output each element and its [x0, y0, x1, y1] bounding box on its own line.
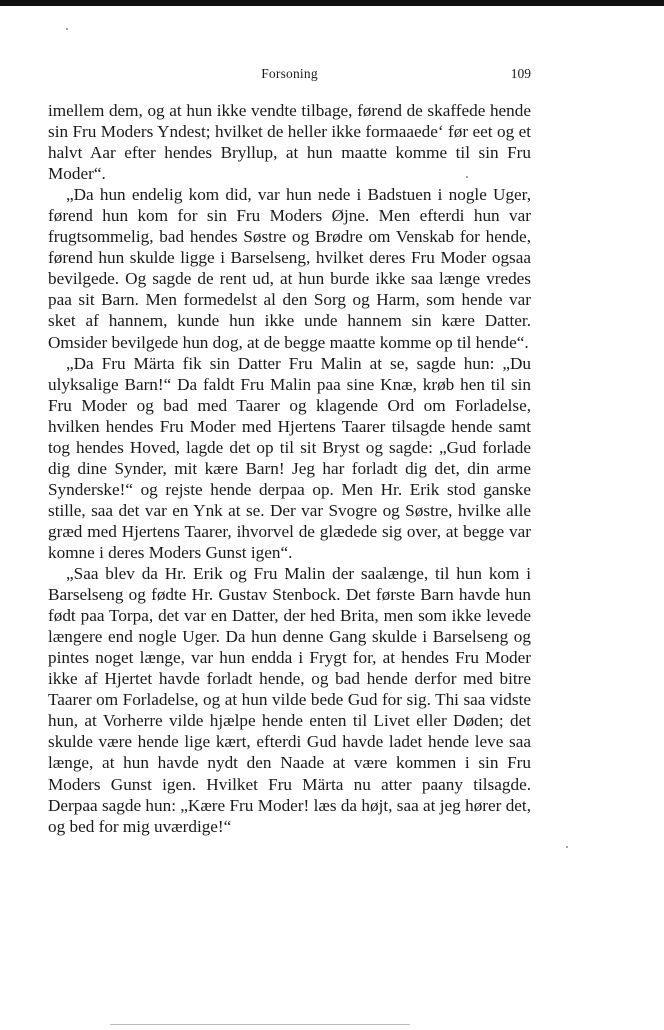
paragraph: „Saa blev da Hr. Erik og Fru Malin der saalænge, til hun kom i Barselseng og fødte Hr. Gustav Stenbock. Det første Barn havde hun født paa Torpa, det var en Datter, der hed Brita, men som ikke levede længere end nogle Uger. Da hun denne Gang skulde i Barselseng og pintes noget længe, var hun endda i Frygt for, at hendes Fru Moder ikke af Hjertet havde forladt hende, og bad hende derfor med bitre Taarer om Forladelse, og at hun vilde bede Gud for sig. Thi saa vidste hun, at Vorherre vilde hjælpe hende enten til Livet eller Døden; det skulde være hende lige kært, efterdi Gud havde ladet hende leve saa længe, at hun havde nydt den Naade at være kommen i sin Fru Moders Gunst igen. Hvilket Fru Märta nu atter paany tilsagde. Derpaa sagde hun: „Kære Fru Moder! læs da højt, saa at jeg hører det, og bed for mig uværdige!“ [48, 564, 531, 836]
page-header [48, 66, 531, 84]
paragraph: „Da Fru Märta fik sin Datter Fru Malin at se, sagde hun: „Du ulyksalige Barn!“ Da faldt Fru Malin paa sine Knæ, krøb hen til sin Fru Moder og bad med Taarer og klagende Ord om Forladelse, hvilken hendes Fru Moder med Hjertens Taarer tilsagde hende samt tog hendes Hoved, lagde det op til sit Bryst og sagde: „Gud forlade dig dine Synder, mit kære Barn! Jeg har forladt dig det, din arme Synderske!“ og rejste hende derpaa op. Men Hr. Erik stod ganske stille, saa det var en Ynk at se. Der var Svogre og Søstre, hvilke alle græd med Hjertens Taarer, ihvorvel de glædede sig over, at begge var komne i deres Moders Gunst igen“. [48, 353, 531, 562]
scan-bottom-edge [110, 1024, 410, 1025]
paragraph: „Da hun endelig kom did, var hun nede i Badstuen i nogle Uger, førend hun kom for sin Fru Moders Øjne. Men efterdi hun var frugtsommelig, bad hendes Søstre og Brødre om Venskab for hende, førend hun skulde ligge i Barselseng, hvilket deres Fru Moder ogsaa bevilgede. Og sagde de rent ud, at hun burde ikke saa længe vredes paa sit Barn. Men formedelst al den Sorg og Harm, som hende var sket af hannem, kunde hun ikke unde hannem sin kære Datter. Omsider bevilgede hun dog, at de begge maatte komme op til hende“. [48, 185, 531, 352]
scan-speck [466, 176, 468, 178]
page-number: 109 [510, 66, 531, 81]
scan-speck [66, 28, 68, 30]
body-text [48, 100, 531, 837]
scan-top-edge [0, 0, 664, 6]
running-title: Forsoning [261, 66, 318, 81]
scan-speck [566, 846, 568, 848]
paragraph: imellem dem, og at hun ikke vendte tilbage, førend de skaffede hende sin Fru Moders Yndest; hvilket de heller ikke formaaede‘ før eet og et halvt Aar efter hendes Bryllup, at hun maatte komme til sin Fru Moder“. [48, 101, 531, 184]
